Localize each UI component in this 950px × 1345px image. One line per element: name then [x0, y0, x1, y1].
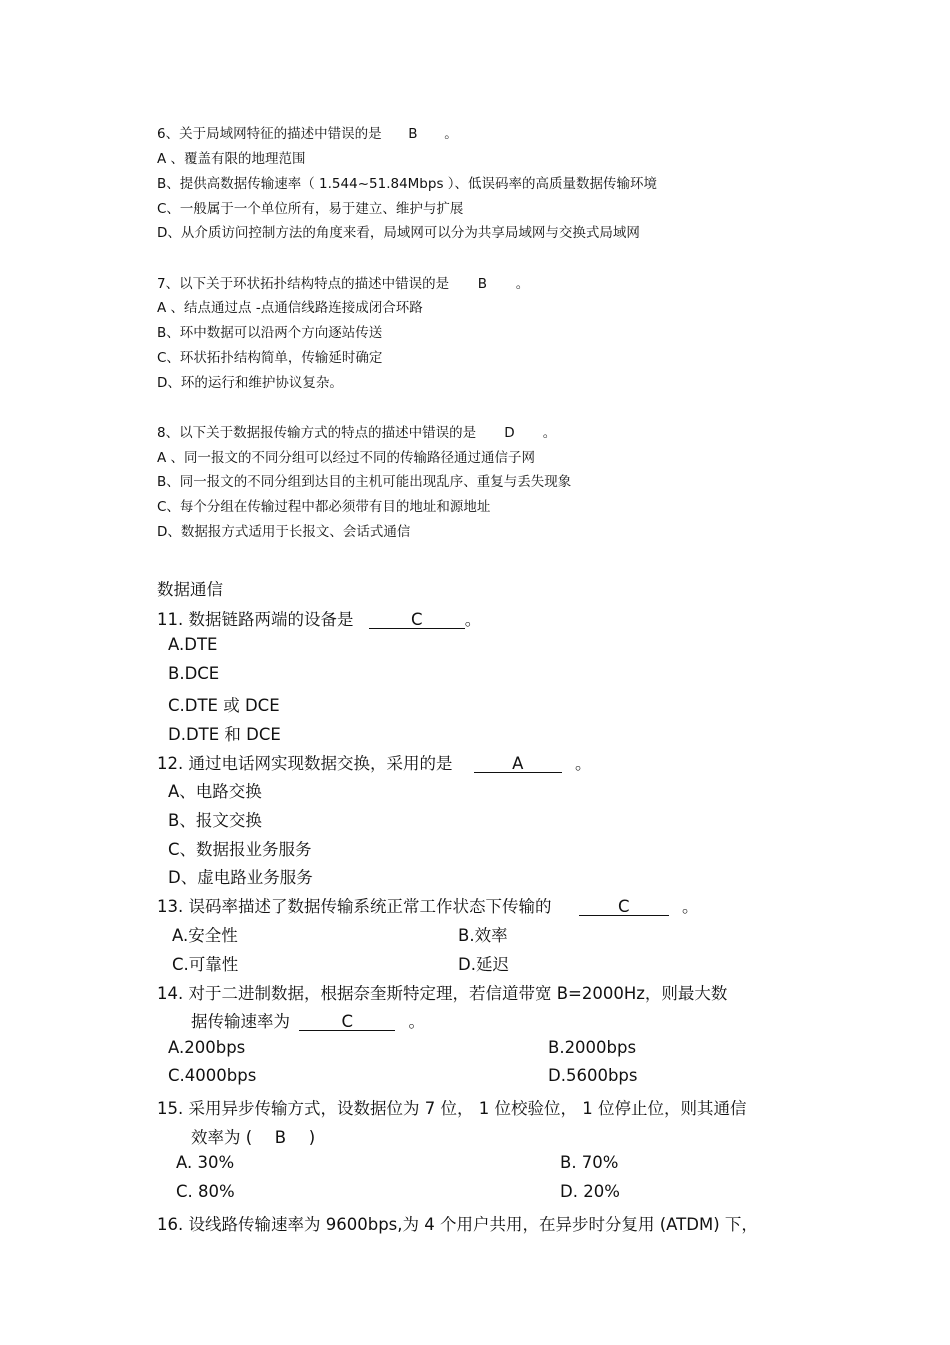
question-7-option-b: B、环中数据可以沿两个方向逐站传送	[157, 325, 383, 341]
question-8-end: 。	[542, 425, 557, 441]
question-11-option-a: A.DTE	[168, 635, 218, 654]
question-14-option-a: A.200bps	[168, 1038, 246, 1057]
question-12-option-a: A、电路交换	[168, 782, 262, 801]
question-13-option-c: C.可靠性	[172, 955, 239, 974]
question-11-end: 。	[464, 610, 482, 629]
question-7-end: 。	[515, 276, 530, 292]
question-12-stem	[157, 750, 592, 774]
question-13-stem	[157, 893, 699, 917]
question-14-option-b: B.2000bps	[548, 1038, 637, 1057]
question-15-option-d: D. 20%	[560, 1182, 620, 1201]
section-title: 数据通信	[157, 580, 223, 599]
question-15-option-a: A. 30%	[176, 1153, 235, 1172]
question-14-stem: 14. 对于二进制数据，根据奈奎斯特定理，若信道带宽 B=2000Hz，则最大数	[157, 984, 728, 1003]
question-14-stem-continued	[191, 1008, 425, 1032]
question-7-option-c: C、环状拓扑结构简单，传输延时确定	[157, 350, 383, 366]
question-11-option-d: D.DTE 和 DCE	[168, 725, 281, 744]
question-11-option-c: C.DTE 或 DCE	[168, 696, 280, 715]
question-13-text: 13. 误码率描述了数据传输系统正常工作状态下传输的	[157, 897, 552, 916]
question-6-text: 6、关于局域网特征的描述中错误的是	[157, 126, 382, 142]
question-12-end: 。	[575, 754, 592, 773]
question-13-option-b: B.效率	[458, 926, 508, 945]
question-12-text: 12. 通过电话网实现数据交换，采用的是	[157, 754, 453, 773]
question-7-text: 7、以下关于环状拓扑结构特点的描述中错误的是	[157, 276, 450, 292]
question-15-answer: B	[274, 1128, 287, 1147]
question-8-option-b: B、同一报文的不同分组到达目的主机可能出现乱序、重复与丢失现象	[157, 474, 572, 490]
question-15-end: )	[308, 1128, 316, 1147]
question-13-option-d: D.延迟	[458, 955, 509, 974]
question-14-option-d: D.5600bps	[548, 1066, 638, 1085]
question-12-option-b: B、报文交换	[168, 811, 262, 830]
question-12-option-c: C、数据报业务服务	[168, 840, 312, 859]
question-6-option-d: D、从介质访问控制方法的角度来看，局域网可以分为共享局域网与交换式局域网	[157, 225, 640, 241]
question-6-option-b: B、提供高数据传输速率（ 1.544~51.84Mbps ）、低误码率的高质量数据传输环境	[157, 176, 658, 192]
question-7-option-a: A 、结点通过点 -点通信线路连接成闭合环路	[157, 300, 423, 316]
question-13-end: 。	[682, 897, 699, 916]
question-6-option-a: A 、覆盖有限的地理范围	[157, 151, 306, 167]
question-14-text-2: 据传输速率为	[191, 1012, 290, 1031]
question-15-stem-continued	[191, 1124, 315, 1148]
question-13-option-a: A.安全性	[172, 926, 238, 945]
question-6-end: 。	[444, 126, 458, 142]
question-8-text: 8、以下关于数据报传输方式的特点的描述中错误的是	[157, 425, 477, 441]
question-15-text-2: 效率为 (	[191, 1128, 253, 1147]
question-11-text: 11. 数据链路两端的设备是	[157, 610, 354, 629]
question-15-option-c: C. 80%	[176, 1182, 235, 1201]
question-14-answer: C	[299, 1013, 395, 1031]
question-7-stem	[157, 272, 529, 292]
question-14-end: 。	[408, 1012, 425, 1031]
question-11-answer: C	[369, 611, 465, 629]
question-16-stem: 16. 设线路传输速率为 9600bps,为 4 个用户共用，在异步时分复用 (ATDM) 下，	[157, 1215, 758, 1234]
question-8-stem	[157, 421, 556, 441]
question-8-option-c: C、每个分组在传输过程中都必须带有目的地址和源地址	[157, 499, 491, 515]
question-15-option-b: B. 70%	[560, 1153, 619, 1172]
question-7-option-d: D、环的运行和维护协议复杂。	[157, 375, 343, 391]
question-11-stem	[157, 606, 481, 630]
question-8-option-d: D、数据报方式适用于长报文、会话式通信	[157, 524, 411, 540]
question-8-answer: D	[504, 425, 515, 441]
question-14-option-c: C.4000bps	[168, 1066, 257, 1085]
question-8-option-a: A 、同一报文的不同分组可以经过不同的传输路径通过通信子网	[157, 450, 536, 466]
question-13-answer: C	[579, 898, 669, 916]
question-6-answer: B	[408, 126, 418, 142]
question-15-stem: 15. 采用异步传输方式，设数据位为 7 位， 1 位校验位， 1 位停止位，则其通信	[157, 1099, 747, 1118]
question-11-option-b: B.DCE	[168, 664, 220, 683]
question-6-option-c: C、一般属于一个单位所有，易于建立、维护与扩展	[157, 201, 464, 217]
question-6-stem	[157, 122, 458, 142]
question-12-answer: A	[474, 755, 562, 773]
question-7-answer: B	[477, 276, 488, 292]
question-12-option-d: D、虚电路业务服务	[168, 868, 313, 887]
